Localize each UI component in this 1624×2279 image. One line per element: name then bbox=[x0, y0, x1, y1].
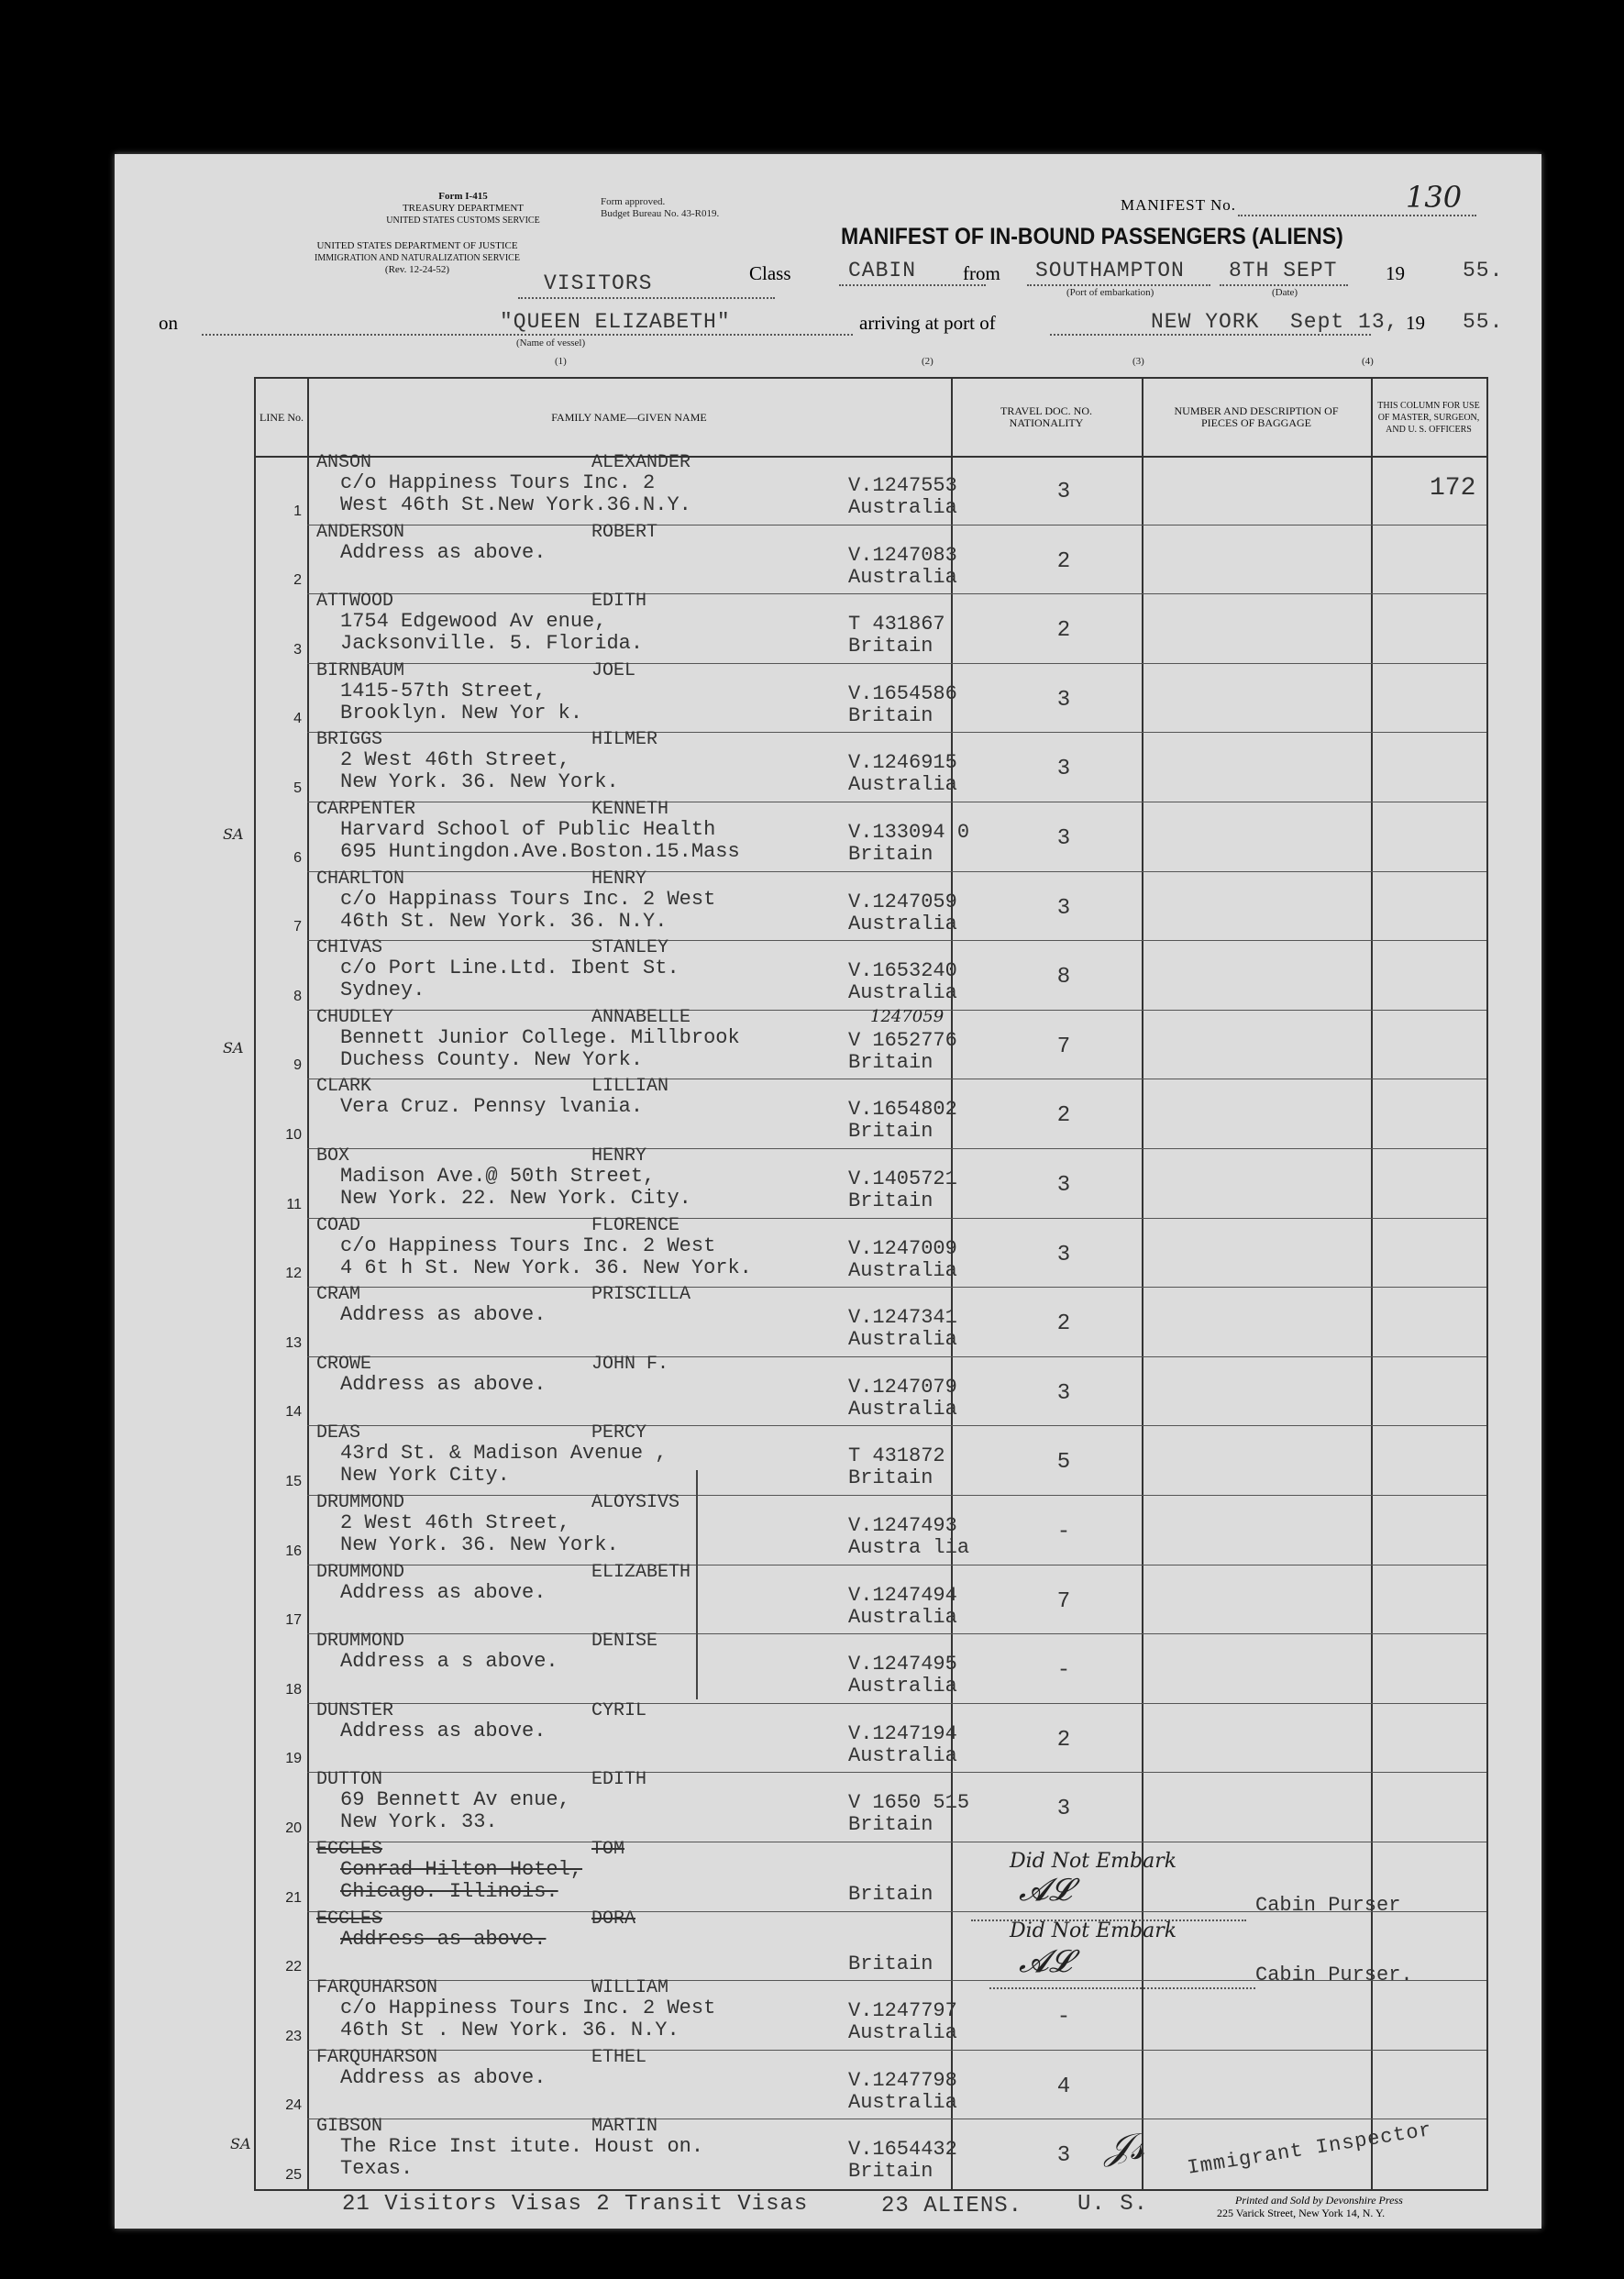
table-row bbox=[256, 937, 1486, 1011]
visa-summary: 21 Visitors Visas 2 Transit Visas bbox=[342, 2192, 809, 2217]
overwrite-doc-7: 1247059 bbox=[870, 1007, 945, 1026]
nationality: Britain bbox=[848, 635, 934, 658]
form-number: Form I-415 bbox=[438, 191, 488, 202]
line-number: 4 bbox=[293, 711, 302, 727]
year-prefix-2: 19 bbox=[1406, 312, 1425, 334]
given-name: EDITH bbox=[591, 1769, 647, 1791]
family-name: ANSON bbox=[316, 452, 372, 473]
nationality: Australia bbox=[848, 1675, 957, 1698]
address-line: Bennett Junior College. Millbrook bbox=[340, 1025, 740, 1049]
margin-note-sa: SA bbox=[223, 825, 244, 843]
table-row bbox=[256, 2046, 1486, 2120]
printer-line-1: Printed and Sold by Devonshire Press bbox=[1235, 2194, 1403, 2207]
given-name: JOEL bbox=[591, 659, 636, 681]
given-name: JOHN F. bbox=[591, 1353, 669, 1375]
line-number: 9 bbox=[293, 1057, 302, 1074]
ins-service: IMMIGRATION AND NATURALIZATION SERVICE bbox=[315, 253, 520, 263]
nationality: Australia bbox=[848, 1258, 957, 1282]
travel-doc-number: V.1247798 bbox=[848, 2068, 957, 2092]
nationality: Britain bbox=[848, 1050, 934, 1074]
officer-number: 172 bbox=[1430, 474, 1476, 503]
table-row bbox=[256, 1977, 1486, 2051]
address-line: 46th St. New York. 36. N.Y. bbox=[340, 909, 668, 933]
given-name: ROBERT bbox=[591, 521, 658, 543]
family-name: CROWE bbox=[316, 1353, 372, 1375]
cabin-purser-1: Cabin Purser bbox=[1255, 1894, 1401, 1917]
family-name: BIRNBAUM bbox=[316, 659, 405, 681]
given-name: ANNABELLE bbox=[591, 1006, 691, 1028]
travel-doc-number: V.1247341 bbox=[848, 1306, 957, 1330]
manifest-label: MANIFEST No. bbox=[1121, 196, 1236, 214]
address-line: New York. 36. New York. bbox=[340, 1533, 619, 1556]
baggage-count: 2 bbox=[1056, 1311, 1071, 1337]
year-1: 55. bbox=[1463, 259, 1504, 282]
nationality: Australia bbox=[848, 2090, 957, 2114]
header-officers: THIS COLUMN FOR USE OF MASTER, SURGEON, AND U. S. OFFICERS bbox=[1377, 400, 1480, 435]
family-name: COAD bbox=[316, 1214, 361, 1236]
col-2-caption: (2) bbox=[922, 356, 934, 367]
nationality: Australia bbox=[848, 912, 957, 935]
given-name: HILMER bbox=[591, 729, 658, 751]
manifest-number: 130 bbox=[1406, 180, 1463, 215]
table-row bbox=[256, 1631, 1486, 1704]
travel-doc-number: V.1246915 bbox=[848, 751, 957, 775]
line-number: 17 bbox=[285, 1612, 302, 1629]
travel-doc-number: V.1247009 bbox=[848, 1236, 957, 1260]
travel-doc-number: V.1247493 bbox=[848, 1514, 957, 1537]
baggage-count: 3 bbox=[1056, 1173, 1071, 1198]
header-line-no: LINE No. bbox=[260, 410, 304, 424]
address-line: c/o Happinass Tours Inc. 2 West bbox=[340, 887, 716, 911]
given-name: STANLEY bbox=[591, 937, 669, 959]
baggage-count: - bbox=[1056, 1658, 1071, 1684]
travel-doc-number: V.1247495 bbox=[848, 1653, 957, 1676]
table-row bbox=[256, 1284, 1486, 1357]
nationality: Britain bbox=[848, 1883, 934, 1906]
baggage-count: 2 bbox=[1056, 618, 1071, 644]
family-name: ANDERSON bbox=[316, 521, 405, 543]
travel-doc-number: V.1247553 bbox=[848, 474, 957, 497]
line-number: 2 bbox=[293, 572, 302, 589]
baggage-count: 7 bbox=[1056, 1588, 1071, 1614]
address-line: Chicago. Illinois. bbox=[340, 1880, 558, 1903]
purser-signature-1: 𝓐𝓛 bbox=[1019, 1872, 1072, 1908]
baggage-count: 3 bbox=[1056, 757, 1071, 782]
address-line: Address as above. bbox=[340, 2065, 547, 2089]
family-name: CRAM bbox=[316, 1284, 361, 1306]
header-baggage: NUMBER AND DESCRIPTION OF PIECES OF BAGGAGE bbox=[1174, 404, 1339, 429]
address-line: 695 Huntingdon.Ave.Boston.15.Mass bbox=[340, 840, 740, 863]
line-number: 6 bbox=[293, 849, 302, 866]
line-number: 16 bbox=[285, 1543, 302, 1559]
family-name: CARPENTER bbox=[316, 799, 416, 820]
address-line: 46th St . New York. 36. N.Y. bbox=[340, 2019, 679, 2042]
given-name: CYRIL bbox=[591, 1699, 647, 1721]
address-line: Duchess County. New York. bbox=[340, 1047, 644, 1071]
year-2: 55. bbox=[1463, 310, 1504, 334]
baggage-count: 5 bbox=[1056, 1450, 1071, 1476]
nationality: Britain bbox=[848, 1189, 934, 1212]
family-name: CLARK bbox=[316, 1076, 372, 1098]
did-not-embark-2: Did Not Embark bbox=[1010, 1919, 1177, 1942]
given-name: ETHEL bbox=[591, 2046, 647, 2068]
treasury-dept: TREASURY DEPARTMENT bbox=[402, 203, 525, 214]
address-line: 2 West 46th Street, bbox=[340, 1511, 570, 1534]
nationality: Britain bbox=[848, 843, 934, 866]
family-name: BOX bbox=[316, 1145, 350, 1167]
nationality: Australia bbox=[848, 1328, 957, 1352]
header-name: FAMILY NAME—GIVEN NAME bbox=[551, 410, 707, 424]
given-name: FLORENCE bbox=[591, 1214, 680, 1236]
visitors-label: VISITORS bbox=[544, 271, 653, 295]
family-name: ECCLES bbox=[316, 1908, 383, 1930]
line-number: 5 bbox=[293, 780, 302, 796]
table-row bbox=[256, 1699, 1486, 1774]
address-line: c/o Happiness Tours Inc. 2 West bbox=[340, 1234, 716, 1257]
given-name: ELIZABETH bbox=[591, 1561, 691, 1583]
table-row bbox=[256, 591, 1486, 664]
budget-bureau: Budget Bureau No. 43-R019. bbox=[601, 208, 720, 219]
given-name: KENNETH bbox=[591, 799, 669, 820]
baggage-count: 3 bbox=[1056, 1380, 1071, 1406]
baggage-count: 2 bbox=[1056, 1727, 1071, 1753]
nationality: Australia bbox=[848, 773, 957, 797]
arrival-port: NEW YORK bbox=[1151, 310, 1260, 334]
travel-doc-number: V.1247059 bbox=[848, 890, 957, 913]
revision: (Rev. 12-24-52) bbox=[384, 264, 450, 275]
year-prefix-1: 19 bbox=[1386, 262, 1405, 284]
line-number: 20 bbox=[285, 1820, 302, 1836]
address-line: Address a s above. bbox=[340, 1650, 558, 1674]
address-line: West 46th St.New York.36.N.Y. bbox=[340, 493, 691, 516]
travel-doc-number: V.1247083 bbox=[848, 543, 957, 567]
family-name: DRUMMOND bbox=[316, 1561, 405, 1583]
family-name: GIBSON bbox=[316, 2116, 383, 2138]
baggage-count: 3 bbox=[1056, 687, 1071, 713]
baggage-count: 2 bbox=[1056, 1103, 1071, 1129]
travel-doc-number: T 431867 bbox=[848, 613, 945, 636]
travel-doc-number: V.1653240 bbox=[848, 959, 957, 983]
travel-doc-number: V.1654586 bbox=[848, 681, 957, 705]
line-number: 24 bbox=[285, 2097, 302, 2114]
form-title: MANIFEST OF IN-BOUND PASSENGERS (ALIENS) bbox=[841, 224, 1343, 249]
family-name: ATTWOOD bbox=[316, 591, 394, 613]
baggage-count: - bbox=[1056, 1520, 1071, 1544]
address-line: Madison Ave.@ 50th Street, bbox=[340, 1165, 656, 1188]
address-line: c/o Port Line.Ltd. Ibent St. bbox=[340, 957, 679, 980]
printer-line-2: 225 Varick Street, New York 14, N. Y. bbox=[1217, 2207, 1386, 2219]
family-name: FARQUHARSON bbox=[316, 1977, 438, 1999]
address-line: New York. 33. bbox=[340, 1810, 498, 1834]
nationality: Britain bbox=[848, 703, 934, 727]
table-row bbox=[256, 452, 1486, 525]
given-name: PERCY bbox=[591, 1422, 647, 1444]
travel-doc-number: V.1247797 bbox=[848, 1999, 957, 2023]
line-number: 1 bbox=[293, 503, 302, 519]
address-line: Conrad Hilton Hotel, bbox=[340, 1858, 583, 1881]
baggage-count: 4 bbox=[1056, 2074, 1071, 2099]
form-approved: Form approved. bbox=[601, 196, 666, 207]
address-line: 1415-57th Street, bbox=[340, 679, 547, 703]
col-1-caption: (1) bbox=[555, 356, 567, 367]
family-name: FARQUHARSON bbox=[316, 2046, 438, 2068]
nationality: Britain bbox=[848, 1813, 934, 1837]
inspector-label: Immigrant Inspector bbox=[1186, 2118, 1434, 2180]
manifest-sheet bbox=[115, 154, 1541, 2229]
nationality: Britain bbox=[848, 2160, 934, 2184]
nationality: Britain bbox=[848, 1466, 934, 1490]
family-name: DEAS bbox=[316, 1422, 361, 1444]
family-name: DUTTON bbox=[316, 1769, 383, 1791]
travel-doc-number: V.133094 0 bbox=[848, 821, 970, 844]
family-name: CHUDLEY bbox=[316, 1006, 394, 1028]
table-row bbox=[256, 868, 1486, 942]
aliens-total: 23 ALIENS. bbox=[881, 2194, 1023, 2218]
address-line: 4 6t h St. New York. 36. New York. bbox=[340, 1256, 752, 1279]
travel-doc-number: V.1247494 bbox=[848, 1583, 957, 1607]
given-name: EDITH bbox=[591, 591, 647, 613]
table-row bbox=[256, 1214, 1486, 1289]
purser-signature-2: 𝓐𝓛 bbox=[1019, 1943, 1072, 1980]
passenger-table bbox=[254, 377, 1488, 2191]
address-line: 2 West 46th Street, bbox=[340, 748, 570, 772]
address-line: Brooklyn. New Yor k. bbox=[340, 701, 583, 725]
nationality: Australia bbox=[848, 565, 957, 589]
address-line: New York. 36. New York. bbox=[340, 770, 619, 794]
table-row bbox=[256, 1353, 1486, 1427]
from-label: from bbox=[963, 262, 1000, 284]
given-name: ALOYSIVS bbox=[591, 1492, 680, 1513]
baggage-count: 3 bbox=[1056, 895, 1071, 921]
address-line: c/o Happiness Tours Inc. 2 West bbox=[340, 1997, 716, 2020]
given-name: LILLIAN bbox=[591, 1076, 669, 1098]
line-number: 8 bbox=[293, 988, 302, 1004]
line-number: 3 bbox=[293, 641, 302, 658]
family-name: CHIVAS bbox=[316, 937, 383, 959]
line-number: 10 bbox=[285, 1126, 302, 1143]
address-line: Address as above. bbox=[340, 1372, 547, 1396]
port-of-embarkation: SOUTHAMPTON bbox=[1035, 259, 1185, 282]
port-embark-caption: (Port of embarkation) bbox=[1066, 287, 1154, 298]
address-line: Address as above. bbox=[340, 1719, 547, 1742]
given-name: WILLIAM bbox=[591, 1977, 669, 1999]
justice-dept: UNITED STATES DEPARTMENT OF JUSTICE bbox=[316, 240, 518, 251]
line-number: 12 bbox=[285, 1266, 302, 1282]
nationality: Britain bbox=[848, 1952, 934, 1975]
arriving-label: arriving at port of bbox=[859, 312, 996, 334]
line-number: 21 bbox=[285, 1889, 302, 1906]
address-line: Address as above. bbox=[340, 540, 547, 564]
baggage-count: 3 bbox=[1056, 826, 1071, 851]
line-number: 19 bbox=[285, 1751, 302, 1767]
inspector-signature: 𝒥𝓈 bbox=[1105, 2126, 1144, 2168]
nationality: Australia bbox=[848, 496, 957, 519]
embark-date: 8TH SEPT bbox=[1229, 259, 1338, 282]
on-label: on bbox=[159, 312, 178, 334]
line-number: 15 bbox=[285, 1473, 302, 1489]
travel-doc-number: V.1405721 bbox=[848, 1167, 957, 1190]
header-travel-doc: TRAVEL DOC. NO. NATIONALITY bbox=[1000, 404, 1092, 429]
baggage-count: 3 bbox=[1056, 480, 1071, 504]
given-name: HENRY bbox=[591, 868, 647, 890]
baggage-count: 3 bbox=[1056, 2143, 1071, 2169]
table-row bbox=[256, 1145, 1486, 1219]
address-line: Address as above. bbox=[340, 1303, 547, 1327]
travel-doc-number: V.1247079 bbox=[848, 1375, 957, 1399]
line-number: 25 bbox=[285, 2166, 302, 2183]
date-caption: (Date) bbox=[1272, 287, 1298, 298]
given-name: DENISE bbox=[591, 1631, 658, 1653]
col-3-caption: (3) bbox=[1132, 356, 1144, 367]
travel-doc-number: V 1652776 bbox=[848, 1028, 957, 1052]
margin-note-sa: SA bbox=[230, 2135, 251, 2152]
col-4-caption: (4) bbox=[1362, 356, 1374, 367]
did-not-embark-1: Did Not Embark bbox=[1010, 1850, 1177, 1873]
given-name: ALEXANDER bbox=[591, 452, 691, 473]
given-name: TOM bbox=[591, 1839, 625, 1860]
vessel-caption: (Name of vessel) bbox=[516, 337, 586, 348]
family-bracket bbox=[696, 1470, 698, 1699]
address-line: Jacksonville. 5. Florida. bbox=[340, 632, 644, 656]
address-line: c/o Happiness Tours Inc. 2 bbox=[340, 471, 656, 494]
margin-note-sa: SA bbox=[223, 1039, 244, 1057]
travel-doc-number: T 431872 bbox=[848, 1444, 945, 1468]
nationality: Austra lia bbox=[848, 1536, 970, 1559]
nationality: Australia bbox=[848, 981, 957, 1005]
baggage-count: 7 bbox=[1056, 1034, 1071, 1059]
given-name: HENRY bbox=[591, 1145, 647, 1167]
nationality: Australia bbox=[848, 1397, 957, 1421]
table-row bbox=[256, 1492, 1486, 1565]
baggage-count: 8 bbox=[1056, 965, 1071, 990]
line-number: 23 bbox=[285, 2028, 302, 2044]
address-line: Vera Cruz. Pennsy lvania. bbox=[340, 1095, 644, 1119]
family-name: ECCLES bbox=[316, 1839, 383, 1860]
address-line: Address as above. bbox=[340, 1927, 547, 1951]
baggage-count: - bbox=[1056, 2005, 1071, 2030]
table-row bbox=[256, 1561, 1486, 1635]
address-line: New York. 22. New York. City. bbox=[340, 1187, 691, 1210]
given-name: MARTIN bbox=[591, 2116, 658, 2138]
nationality: Australia bbox=[848, 1605, 957, 1629]
us-label: U. S. bbox=[1077, 2192, 1149, 2217]
customs-service: UNITED STATES CUSTOMS SERVICE bbox=[386, 216, 540, 226]
line-number: 11 bbox=[286, 1196, 302, 1212]
family-name: DUNSTER bbox=[316, 1699, 394, 1721]
travel-doc-number: V 1650 515 bbox=[848, 1791, 970, 1815]
table-row bbox=[256, 1769, 1486, 1842]
address-line: 1754 Edgewood Av enue, bbox=[340, 610, 607, 634]
table-row bbox=[256, 1076, 1486, 1149]
table-row bbox=[256, 521, 1486, 595]
travel-doc-number: V.1654802 bbox=[848, 1098, 957, 1122]
line-number: 22 bbox=[285, 1959, 302, 1975]
address-line: Address as above. bbox=[340, 1580, 547, 1604]
nationality: Australia bbox=[848, 1743, 957, 1767]
line-number: 18 bbox=[285, 1681, 302, 1698]
address-line: The Rice Inst itute. Houst on. bbox=[340, 2135, 704, 2159]
class-value: CABIN bbox=[848, 259, 917, 282]
table-row bbox=[256, 659, 1486, 734]
table-row bbox=[256, 1422, 1486, 1496]
cabin-purser-2: Cabin Purser. bbox=[1255, 1964, 1413, 1986]
arrival-date: Sept 13, bbox=[1290, 310, 1399, 334]
travel-doc-number: V.1247194 bbox=[848, 1721, 957, 1745]
address-line: Texas. bbox=[340, 2157, 414, 2181]
vessel-name: "QUEEN ELIZABETH" bbox=[500, 310, 731, 334]
baggage-count: 3 bbox=[1056, 1797, 1071, 1822]
class-label: Class bbox=[749, 262, 791, 284]
table-row bbox=[256, 729, 1486, 802]
family-name: BRIGGS bbox=[316, 729, 383, 751]
family-name: DRUMMOND bbox=[316, 1492, 405, 1513]
address-line: New York City. bbox=[340, 1464, 510, 1488]
line-number: 13 bbox=[285, 1334, 302, 1351]
table-row bbox=[256, 799, 1486, 872]
given-name: PRISCILLA bbox=[591, 1284, 691, 1306]
nationality: Britain bbox=[848, 1120, 934, 1144]
address-line: 43rd St. & Madison Avenue , bbox=[340, 1442, 668, 1466]
given-name: DORA bbox=[591, 1908, 636, 1930]
family-name: DRUMMOND bbox=[316, 1631, 405, 1653]
family-name: CHARLTON bbox=[316, 868, 405, 890]
address-line: 69 Bennett Av enue, bbox=[340, 1788, 570, 1812]
baggage-count: 3 bbox=[1056, 1242, 1071, 1267]
address-line: Sydney. bbox=[340, 979, 425, 1002]
line-number: 7 bbox=[293, 919, 302, 935]
baggage-count: 2 bbox=[1056, 548, 1071, 574]
nationality: Australia bbox=[848, 2021, 957, 2045]
travel-doc-number: V.1654432 bbox=[848, 2138, 957, 2162]
line-number: 14 bbox=[285, 1404, 302, 1421]
address-line: Harvard School of Public Health bbox=[340, 818, 716, 841]
